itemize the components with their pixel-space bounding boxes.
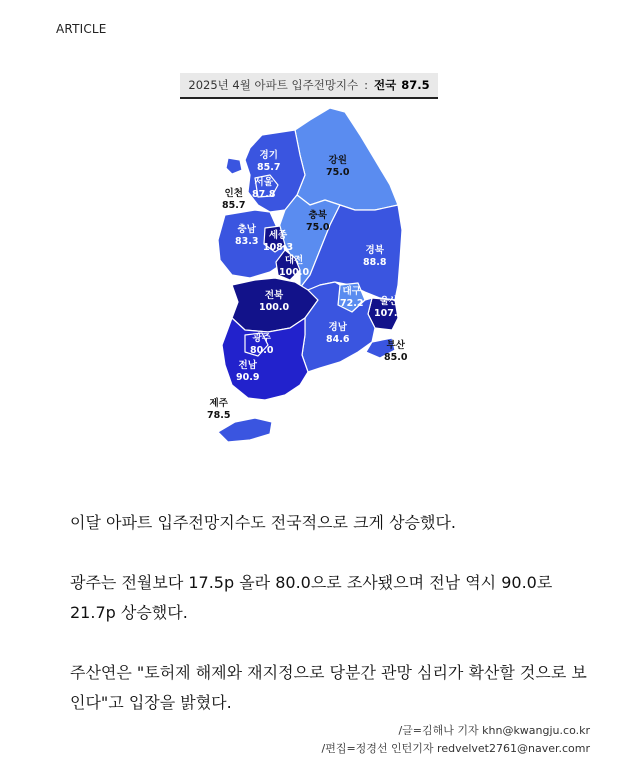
reporter-credit: /글=김해나 기자 khn@kwangju.co.kr: [398, 724, 590, 737]
jeonbuk-value: 100.0: [259, 302, 290, 313]
daejeon-name: 대전: [284, 255, 304, 266]
gyeonggi-name: 경기: [259, 150, 278, 161]
article-body: [70, 508, 590, 748]
jeju-name: 제주: [209, 398, 228, 409]
seoul-value: 87.8: [252, 189, 276, 200]
label-gyeongnam: [326, 322, 349, 346]
region-incheon: [226, 158, 242, 174]
gangwon-value: 75.0: [326, 167, 350, 178]
ulsan-name: 울산: [379, 296, 399, 307]
label-chungbuk: [306, 210, 329, 234]
busan-value: 85.0: [384, 352, 408, 363]
seoul-name: 서울: [254, 177, 273, 188]
gwangju-value: 80.0: [250, 345, 274, 356]
jeonnam-name: 전남: [238, 360, 257, 371]
daegu-name: 대구: [342, 286, 361, 297]
chungbuk-name: 충북: [308, 210, 327, 221]
article-paragraph: 광주는 전월보다 17.5p 올라 80.0으로 조사됐으며 전남 역시 90.0로 21.7p 상승했다.: [70, 573, 553, 622]
label-daejeon: [279, 255, 309, 279]
label-ulsan: [374, 296, 404, 320]
label-chungnam: [235, 224, 258, 248]
gyeonggi-value: 85.7: [257, 162, 281, 173]
label-sejong: [263, 230, 293, 254]
label-seoul: [252, 177, 275, 201]
gyeongnam-name: 경남: [328, 322, 347, 333]
label-busan: [384, 340, 407, 364]
national-value: 87.5: [401, 78, 430, 92]
jeju-value: 78.5: [207, 410, 231, 421]
label-daegu: [340, 286, 363, 310]
editor-credit: /편집=정경선 인턴기자 redvelvet2761@naver.comr: [321, 742, 590, 755]
map-title: 2025년 4월 아파트 입주전망지수: [188, 78, 359, 92]
sejong-name: 세종: [268, 230, 288, 241]
label-gwangju: [250, 333, 273, 357]
gyeongnam-value: 84.6: [326, 334, 350, 345]
label-gyeonggi: [257, 150, 280, 174]
ulsan-value: 107.6: [374, 308, 405, 319]
jeonbuk-name: 전북: [264, 290, 284, 301]
section-label: ARTICLE: [56, 22, 107, 36]
incheon-value: 85.7: [222, 200, 246, 211]
label-jeonbuk: [259, 290, 289, 314]
incheon-name: 인천: [224, 188, 243, 199]
daegu-value: 72.2: [340, 298, 364, 309]
label-jeonnam: [236, 360, 259, 384]
jeonnam-value: 90.9: [236, 372, 260, 383]
gwangju-name: 광주: [252, 333, 271, 344]
label-incheon: [222, 188, 245, 212]
label-jeju: [207, 398, 230, 422]
chungnam-value: 83.3: [235, 236, 259, 247]
daejeon-value: 100.0: [279, 267, 310, 278]
chungnam-name: 충남: [237, 224, 256, 235]
chungbuk-value: 75.0: [306, 222, 330, 233]
busan-name: 부산: [386, 340, 405, 351]
national-label: 전국: [374, 78, 397, 92]
article-paragraph: 주산연은 "토허제 해제와 재지정으로 당분간 관망 심리가 확산할 것으로 보인다"고 입장을 밝혔다.: [70, 663, 587, 712]
gyeongbuk-value: 88.8: [363, 257, 387, 268]
title-separator: :: [364, 78, 369, 92]
gangwon-name: 강원: [328, 155, 347, 166]
gyeongbuk-name: 경북: [365, 245, 384, 256]
label-gangwon: [326, 155, 349, 179]
sejong-value: 108.3: [263, 242, 294, 253]
article-paragraph: 이달 아파트 입주전망지수도 전국적으로 크게 상승했다.: [70, 513, 457, 532]
label-gyeongbuk: [363, 245, 386, 269]
